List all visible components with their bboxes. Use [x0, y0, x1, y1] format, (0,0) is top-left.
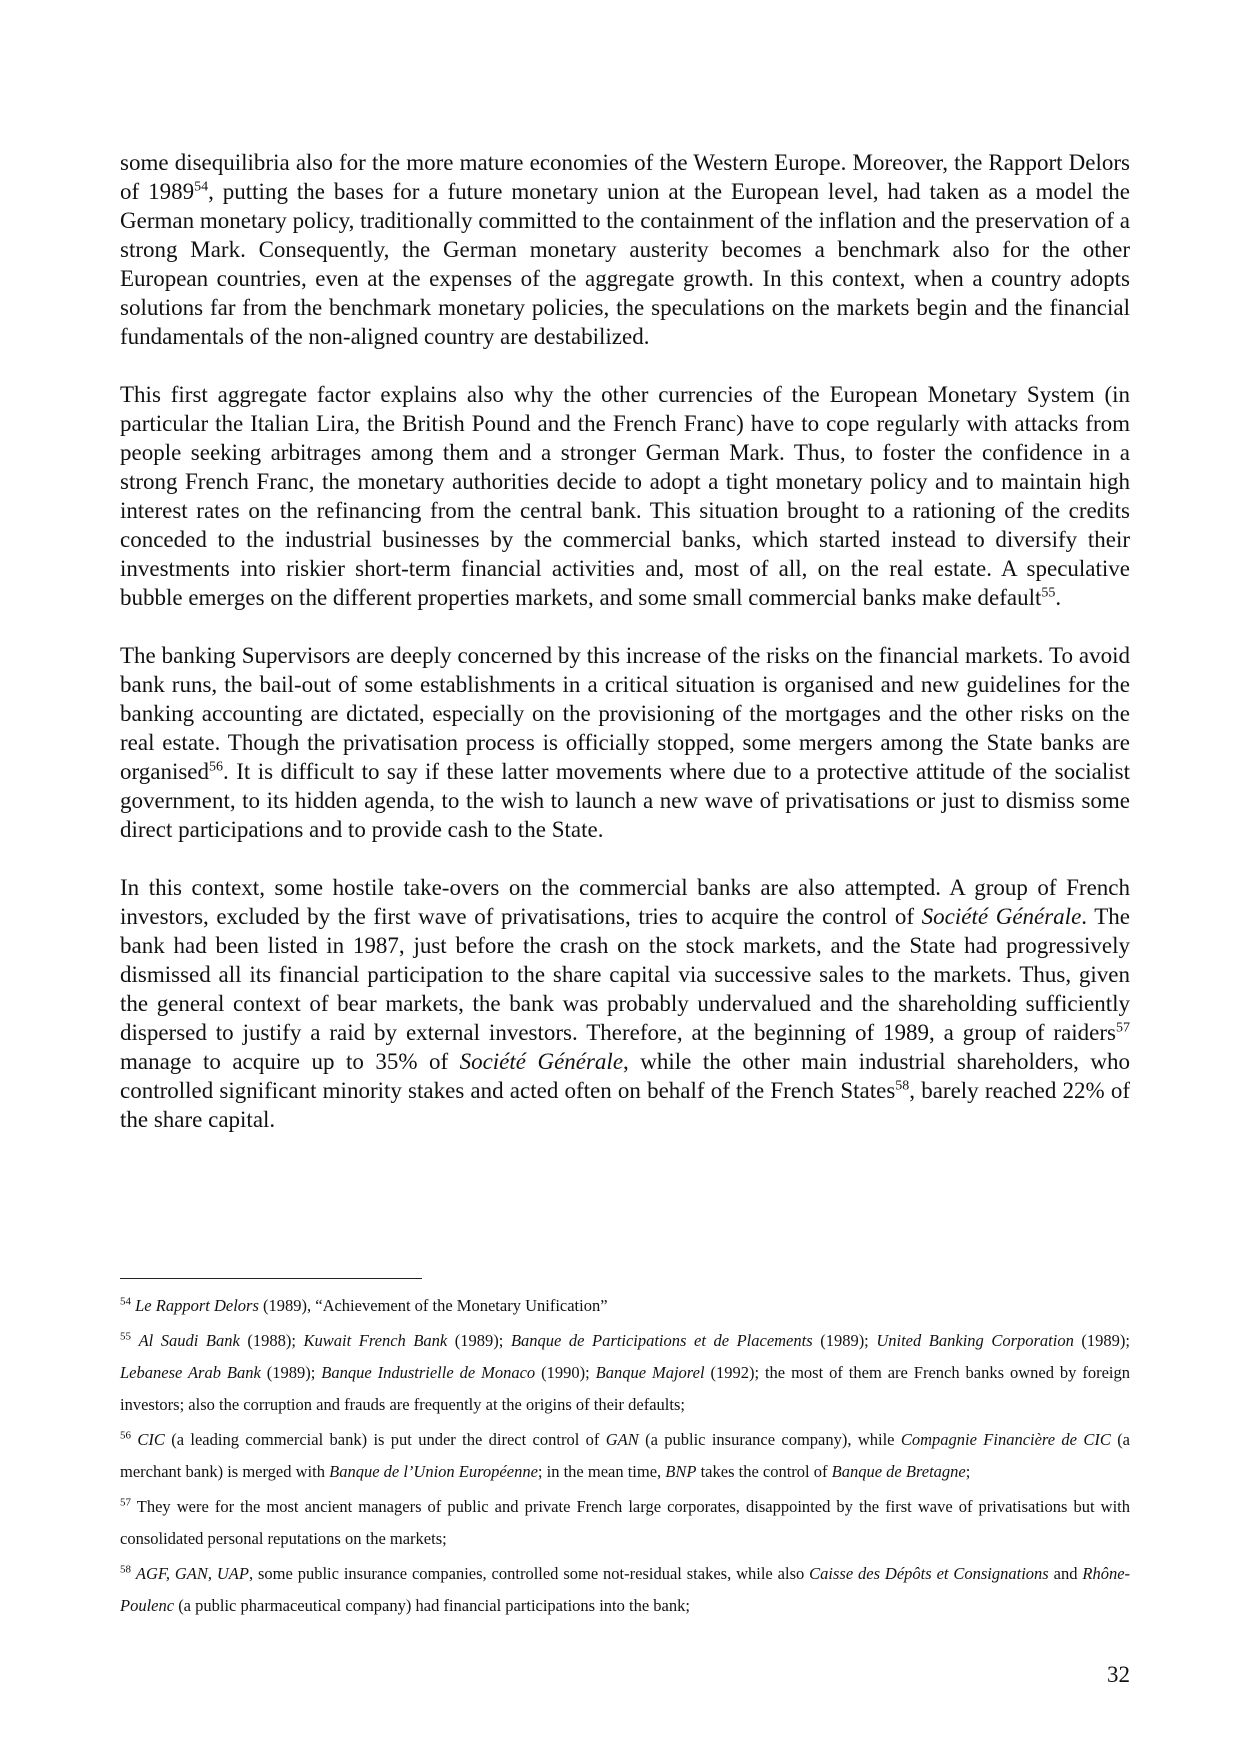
text-run: , while the other main industrial shareholders, who controlled significant minority stakes and acted often on behalf of the French States	[120, 1049, 1130, 1103]
footnote-separator	[120, 1278, 422, 1279]
italic-text: Banque de l’Union Européenne	[329, 1462, 538, 1481]
text-run: (a leading commercial bank) is put under the direct control of	[164, 1430, 606, 1449]
footnote-reference: 56	[120, 1429, 131, 1442]
italic-text: Le Rapport Delors	[135, 1296, 259, 1315]
text-run: (a merchant bank) is merged with	[120, 1430, 1131, 1481]
italic-text: Caisse des Dépôts et Consignations	[809, 1564, 1049, 1583]
text-run: (1989);	[812, 1331, 877, 1350]
italic-text: GAN	[605, 1430, 639, 1449]
italic-text: Banque Industrielle de Monaco	[321, 1363, 536, 1382]
text-run: This first aggregate factor explains also why the other currencies of the European Monetary System (in particular the Italian Lira, the British Pound and the French Franc) have to cope regularly with attacks from people seeking arbitrages among them and a stronger German Mark. Thus, to foster the confidence in a strong French Franc, the monetary authorities decide to adopt a tight monetary policy and to maintain high interest rates on the refinancing from the central bank. This situation brought to a rationing of the credits conceded to the industrial businesses by the commercial banks, which started instead to diversify their investments into riskier short-term financial activities and, most of all, on the real estate. A speculative bubble emerges on the different properties markets, and some small commercial banks make default	[120, 382, 1130, 610]
text-run: . The bank had been listed in 1987, just before the crash on the stock markets, and the State had progressively dismissed all its financial participation to the share capital via successive sales to the markets. Thus, given the general context of bear markets, the bank was probably undervalued and the shareholding sufficiently dispersed to justify a raid by external investors. Therefore, at the beginning of 1989, a group of raiders	[120, 904, 1130, 1045]
text-run: , barely reached 22% of the share capital.	[120, 1078, 1130, 1132]
footnote-reference: 57	[1116, 1020, 1130, 1036]
text-run: , some public insurance companies, controlled some not-residual stakes, while also	[248, 1564, 810, 1583]
italic-text: Banque de Bretagne	[831, 1462, 966, 1481]
italic-text: Lebanese Arab Bank	[120, 1363, 261, 1382]
text-run: and	[1048, 1564, 1083, 1583]
italic-text: Rhône-Poulenc	[120, 1564, 1131, 1615]
footnote-reference: 55	[120, 1330, 131, 1343]
text-run: .	[1055, 585, 1062, 610]
text-run: (1992); the most of them are French banks owned by foreign investors; also the corruption and frauds are frequently at the origins of their defaults;	[120, 1363, 1130, 1414]
text-run: , putting the bases for a future monetary union at the European level, had taken as a model the German monetary policy, traditionally committed to the containment of the inflation and the preservation of a strong Mark. Consequently, the German monetary austerity becomes a benchmark also for the other European countries, even at the expenses of the aggregate growth. In this context, when a country adopts solutions far from the benchmark monetary policies, the speculations on the markets begin and the financial fundamentals of the non-aligned country are destabilized.	[120, 179, 1130, 349]
paragraph	[120, 641, 1130, 844]
text-run: (1988);	[239, 1331, 304, 1350]
italic-text: Société Générale	[921, 904, 1082, 929]
text-run: The banking Supervisors are deeply concerned by this increase of the risks on the financial markets. To avoid bank runs, the bail-out of some establishments in a critical situation is organised and new guidelines for the banking accounting are dictated, especially on the provisioning of the mortgages and the other risks on the real estate. Though the privatisation process is officially stopped, some mergers among the State banks are organised	[120, 643, 1130, 784]
text-run: . It is difficult to say if these latter movements where due to a protective attitude of the socialist government, to its hidden agenda, to the wish to launch a new wave of privatisations or just to dismiss some direct participations and to provide cash to the State.	[120, 759, 1130, 842]
text-run: They were for the most ancient managers of public and private French large corporates, disappointed by the first wave of privatisations but with consolidated personal reputations on the markets;	[120, 1497, 1130, 1548]
page-number: 32	[1107, 1662, 1130, 1687]
text-run: ;	[965, 1462, 971, 1481]
italic-text: Banque Majorel	[595, 1363, 705, 1382]
text-run: (1989), “Achievement of the Monetary Unification”	[258, 1296, 608, 1315]
italic-text: Société Générale	[459, 1049, 624, 1074]
italic-text: Al Saudi Bank	[138, 1331, 240, 1350]
paragraph	[120, 148, 1130, 351]
text-run: manage to acquire up to 35% of	[120, 1049, 460, 1074]
text-run: (a public insurance company), while	[638, 1430, 901, 1449]
italic-text: AGF, GAN, UAP	[135, 1564, 249, 1583]
footnote-reference: 56	[209, 759, 224, 775]
footnote	[120, 1290, 1130, 1322]
text-run	[131, 1331, 139, 1350]
footnote-reference: 57	[120, 1496, 131, 1509]
footnote-reference: 58	[120, 1563, 131, 1576]
italic-text: United Banking Corporation	[876, 1331, 1074, 1350]
paragraph	[120, 380, 1130, 612]
text-run: (1989);	[1073, 1331, 1130, 1350]
text-run: (1990);	[535, 1363, 596, 1382]
italic-text: BNP	[665, 1462, 697, 1481]
footnote	[120, 1325, 1130, 1421]
italic-text: Compagnie Financière de CIC	[900, 1430, 1111, 1449]
text-run: (1989);	[260, 1363, 322, 1382]
text-run: (1989);	[447, 1331, 511, 1350]
footnote-reference: 58	[895, 1078, 910, 1094]
text-run: some disequilibria also for the more mature economies of the Western Europe. Moreover, the Rapport Delors of 1989	[120, 150, 1130, 204]
footnote-reference: 55	[1041, 585, 1056, 601]
text-run: (a public pharmaceutical company) had financial participations into the bank;	[174, 1596, 690, 1615]
text-run: takes the control of	[696, 1462, 832, 1481]
text-run: In this context, some hostile take-overs on the commercial banks are also attempted. A group of French investors, excluded by the first wave of privatisations, tries to acquire the control of	[120, 875, 1130, 929]
paragraph	[120, 873, 1130, 1134]
italic-text: CIC	[137, 1430, 165, 1449]
footnote-reference: 54	[120, 1295, 131, 1308]
italic-text: Kuwait French Bank	[303, 1331, 448, 1350]
footnote	[120, 1424, 1130, 1488]
footnote	[120, 1558, 1130, 1622]
italic-text: Banque de Participations et de Placements	[510, 1331, 813, 1350]
footnote	[120, 1491, 1130, 1555]
body-text	[120, 148, 1130, 1163]
text-run: ; in the mean time,	[537, 1462, 666, 1481]
footnotes	[120, 1290, 1130, 1625]
footnote-reference: 54	[194, 179, 209, 195]
